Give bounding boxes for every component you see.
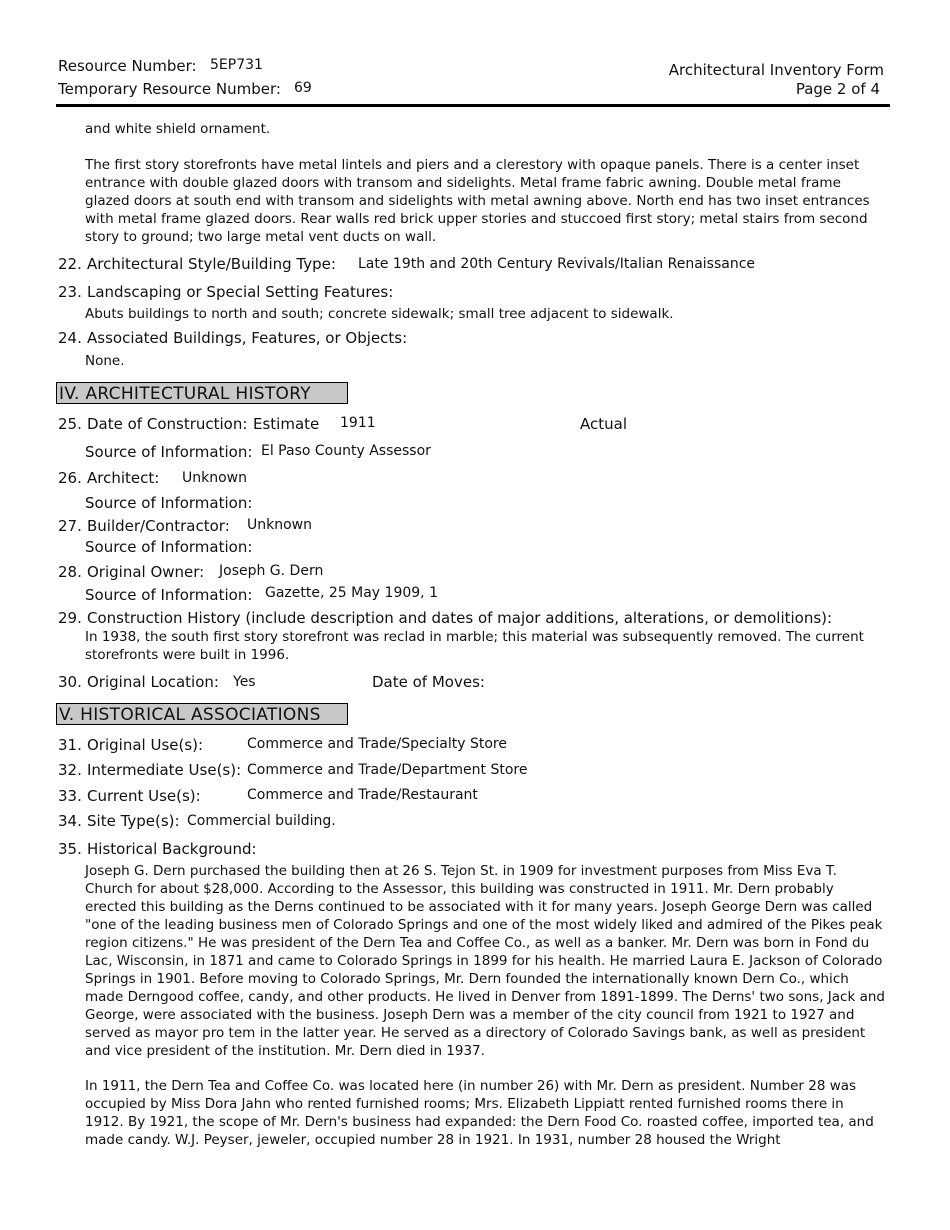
intermediate-use-value: Commerce and Trade/Department Store (247, 762, 528, 778)
architect-label: Architect: (87, 469, 160, 487)
item-26-number: 26. (58, 469, 82, 487)
item-22-number: 22. (58, 255, 82, 273)
section-historical-associations: V. HISTORICAL ASSOCIATIONS (56, 703, 348, 725)
item-23-number: 23. (58, 283, 82, 301)
item-35-number: 35. (58, 840, 82, 858)
builder-label: Builder/Contractor: (87, 517, 230, 535)
construction-history-label: Construction History (include description and dates of major additions, alterations, or demolitions): (87, 609, 833, 627)
builder-value: Unknown (247, 517, 312, 533)
section-architectural-history: IV. ARCHITECTURAL HISTORY (56, 382, 348, 404)
form-title: Architectural Inventory Form (668, 61, 884, 79)
historical-background-label: Historical Background: (87, 840, 257, 858)
resource-number-label: Resource Number: (58, 57, 197, 75)
construction-source-value: El Paso County Assessor (261, 443, 431, 459)
description-continuation: and white shield ornament. (85, 121, 271, 137)
item-30-number: 30. (58, 673, 82, 691)
item-32-number: 32. (58, 761, 82, 779)
item-27-number: 27. (58, 517, 82, 535)
current-use-label: Current Use(s): (87, 787, 201, 805)
construction-source-label: Source of Information: (85, 443, 253, 461)
estimate-label: Estimate (253, 415, 320, 433)
original-location-value: Yes (233, 674, 256, 690)
item-29-number: 29. (58, 609, 82, 627)
owner-source-label: Source of Information: (85, 586, 253, 604)
construction-history-value: In 1938, the south first story storefront was reclad in marble; this material was subsequently removed. The current storefronts were built in 1996. (85, 629, 864, 663)
actual-label: Actual (580, 415, 627, 433)
original-owner-value: Joseph G. Dern (219, 563, 324, 579)
architect-source-label: Source of Information: (85, 494, 253, 512)
date-of-moves-label: Date of Moves: (372, 673, 485, 691)
builder-source-label: Source of Information: (85, 538, 253, 556)
owner-source-value: Gazette, 25 May 1909, 1 (265, 585, 438, 601)
temp-resource-number-value: 69 (294, 80, 312, 96)
header-rule (56, 104, 890, 107)
current-use-value: Commerce and Trade/Restaurant (247, 787, 478, 803)
resource-number-value: 5EP731 (210, 57, 263, 73)
associated-buildings-value: None. (85, 353, 125, 369)
original-location-label: Original Location: (87, 673, 219, 691)
landscaping-label: Landscaping or Special Setting Features: (87, 283, 394, 301)
estimate-value: 1911 (340, 415, 376, 431)
original-owner-label: Original Owner: (87, 563, 205, 581)
item-34-number: 34. (58, 812, 82, 830)
date-of-construction-label: Date of Construction: (87, 415, 248, 433)
temp-resource-number-label: Temporary Resource Number: (58, 80, 281, 98)
page-indicator: Page 2 of 4 (795, 80, 880, 98)
item-28-number: 28. (58, 563, 82, 581)
site-type-label: Site Type(s): (87, 812, 180, 830)
site-type-value: Commercial building. (187, 813, 336, 829)
associated-buildings-label: Associated Buildings, Features, or Objects: (87, 329, 408, 347)
original-use-label: Original Use(s): (87, 736, 204, 754)
architectural-style-label: Architectural Style/Building Type: (87, 255, 336, 273)
item-33-number: 33. (58, 787, 82, 805)
intermediate-use-label: Intermediate Use(s): (87, 761, 242, 779)
historical-background-paragraph-1: Joseph G. Dern purchased the building then at 26 S. Tejon St. in 1909 for investment purposes from Miss Eva T. Church for about $28,000. According to the Assessor, this building was constructed in 1911. Mr. Dern probably erected this building as the Derns continued to be associated with it for many years. Joseph George Dern was called "one of the leading business men of Colorado Springs and one of the most widely liked and admired of the Pikes peak region citizens." He was president of the Dern Tea and Coffee Co., as well as a banker. Mr. Dern was born in Fond du Lac, Wisconsin, in 1871 and came to Colorado Springs in 1899 for his health. He married Laura E. Jackson of Colorado Springs in 1901. Before moving to Colorado Springs, Mr. Dern founded the internationally known Dern Co., which made Derngood coffee, candy, and other products. He lived in Denver from 1891-1899. The Derns' two sons, Jack and George, were associated with the business. Joseph Dern was a member of the city council from 1921 to 1927 and served as mayor pro tem in the latter year. He served as a directory of Colorado Savings bank, as well as president and vice president of the institution. Mr. Dern died in 1937. (85, 863, 885, 1059)
architect-value: Unknown (182, 470, 247, 486)
historical-background-paragraph-2: In 1911, the Dern Tea and Coffee Co. was located here (in number 26) with Mr. Dern as president. Number 28 was occupied by Miss Dora Jahn who rented furnished rooms; Mrs. Elizabeth Lippiatt rented furnished rooms there in 1912. By 1921, the scope of Mr. Dern's business had expanded: the Dern Food Co. roasted coffee, imported tea, and made candy. W.J. Peyser, jeweler, occupied number 28 in 1921. In 1931, number 28 housed the Wright (85, 1078, 874, 1148)
item-24-number: 24. (58, 329, 82, 347)
landscaping-value: Abuts buildings to north and south; concrete sidewalk; small tree adjacent to sidewalk. (85, 306, 674, 322)
item-25-number: 25. (58, 415, 82, 433)
item-31-number: 31. (58, 736, 82, 754)
architectural-style-value: Late 19th and 20th Century Revivals/Italian Renaissance (358, 256, 756, 272)
description-paragraph: The first story storefronts have metal lintels and piers and a clerestory with opaque panels. There is a center inset entrance with double glazed doors with transom and sidelights. Metal frame fabric awning. Double metal frame glazed doors at south end with transom and sidelights with metal awning above. North end has two inset entrances with metal frame glazed doors. Rear walls red brick upper stories and stuccoed first story; metal stairs from second story to ground; two large metal vent ducts on wall. (85, 157, 870, 245)
original-use-value: Commerce and Trade/Specialty Store (247, 736, 507, 752)
